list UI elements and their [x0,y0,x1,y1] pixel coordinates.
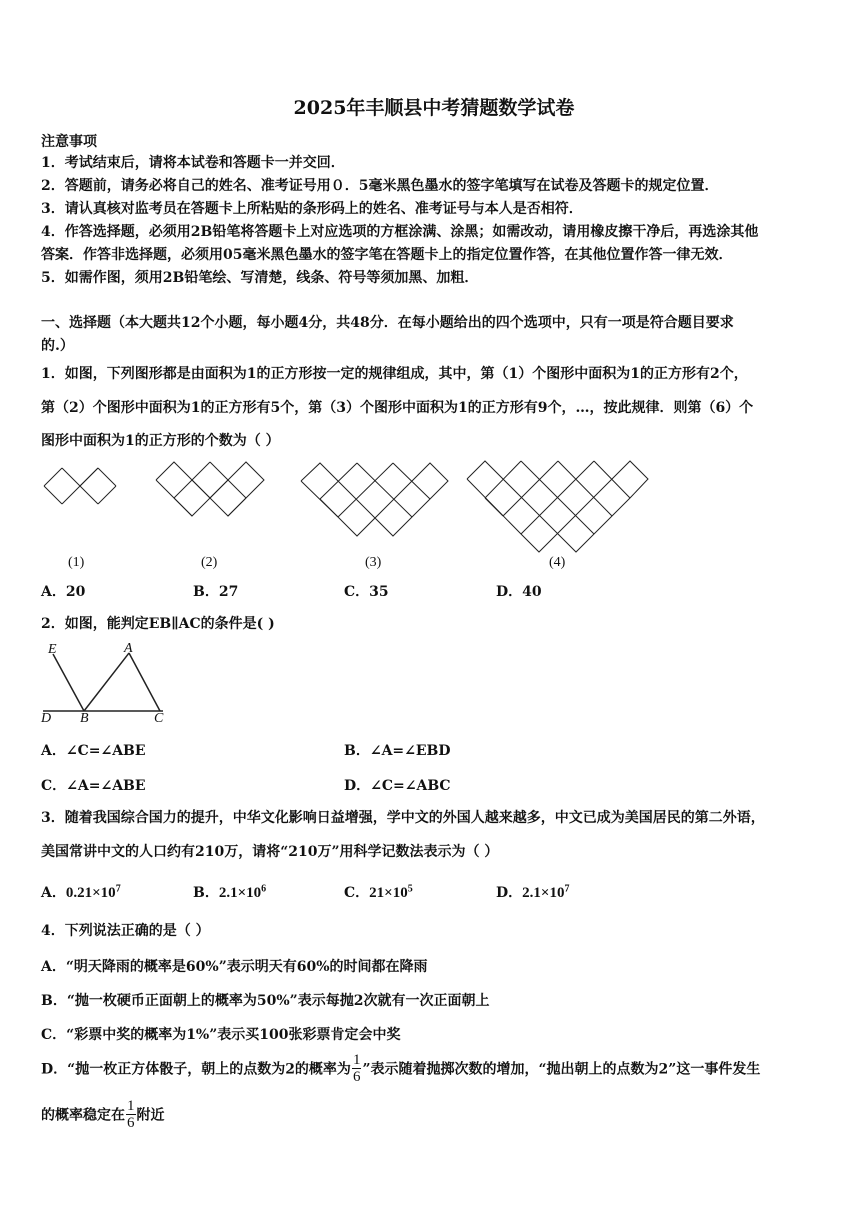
section-heading: 一、选择题（本大题共12个小题，每小题4分，共48分．在每小题给出的四个选项中，只有一项是符合题目要求 [41,315,734,331]
q1-option-a: A．20 [41,584,86,600]
q1-stem: 1．如图，下列图形都是由面积为1的正方形按一定的规律组成，其中，第（1）个图形中面积为1的正方形有2个， [41,366,748,382]
note-item: 答案．作答非选择题，必须用05毫米黑色墨水的签字笔在答题卡上的指定位置作答，在其他位置作答一律无效． [41,247,733,263]
q3-option-c: C．$21\times 10^5$ [344,883,413,901]
q3-stem: 3．随着我国综合国力的提升，中华文化影响日益增强，学中文的外国人越来越多，中文已成为美国居民的第二外语， [41,810,765,826]
q4-option-c: C．“彩票中奖的概率为1%”表示买100张彩票肯定会中奖 [41,1027,401,1043]
q1-fig-label: (4) [549,555,566,570]
notes-heading: 注意事项 [41,134,97,150]
fraction-one-sixth: $\frac{1}{6}$ [127,1098,135,1131]
q2-point-label: E [48,642,57,657]
section-heading-cont: 的.） [41,338,74,354]
q4-option-d-cont: 的概率稳定在 $\frac{1}{6}$ 附近 [41,1098,165,1131]
page-title: 2025年丰顺县中考猜题数学试卷 [293,97,575,119]
q1-option-d: D．40 [496,584,542,600]
q1-fig-label: (1) [68,555,85,570]
note-item: 2．答题前，请务必将自己的姓名、准考证号用０．5毫米黑色墨水的签字笔填写在试卷及答题卡的规定位置． [41,178,719,194]
fraction-one-sixth: $\frac{1}{6}$ [352,1052,361,1085]
q3-stem-cont: 美国常讲中文的人口约有210万，请将“210万”用科学记数法表示为（ ） [41,844,499,860]
q1-square-pattern-figure [0,455,868,580]
q3-option-d: D．$2.1\times 10^7$ [496,883,570,901]
q4-option-a: A．“明天降雨的概率是60%”表示明天有60%的时间都在降雨 [41,959,428,975]
q1-option-b: B．27 [193,584,239,600]
q2-option-a: A．∠C=∠ABE [41,743,146,759]
note-item: 1．考试结束后，请将本试卷和答题卡一并交回． [41,155,345,171]
q2-point-label: C [154,711,164,726]
q1-fig-label: (3) [365,555,382,570]
q1-fig-label: (2) [201,555,218,570]
q3-option-a: A．$0.21\times 10^7$ [41,883,121,901]
note-item: 3．请认真核对监考员在答题卡上所粘贴的条形码上的姓名、准考证号与本人是否相符． [41,201,583,217]
q4-option-b: B．“抛一枚硬币正面朝上的概率为50%”表示每抛2次就有一次正面朝上 [41,993,490,1009]
note-item: 5．如需作图，须用2B铅笔绘、写清楚，线条、符号等须加黑、加粗． [41,270,479,286]
q4-stem: 4．下列说法正确的是（ ） [41,923,210,939]
q2-stem: 2．如图，能判定EB∥AC的条件是( ) [41,616,275,632]
q4-option-d: D．“抛一枚正方体骰子，朝上的点数为2的概率为 $\frac{1}{6}$ ”表示随着抛掷次数的增加，“抛出朝上的点数为2”这一事件发生 [41,1052,761,1085]
q2-option-d: D．∠C=∠ABC [344,778,451,794]
q1-option-c: C．35 [344,584,389,600]
q1-stem-cont: 第（2）个图形中面积为1的正方形有5个，第（3）个图形中面积为1的正方形有9个，…，按此规律．则第（6）个 [41,400,754,416]
q2-point-label: A [124,641,133,656]
q2-option-b: B．∠A=∠EBD [344,743,451,759]
q2-point-label: D [41,711,52,726]
q2-point-label: B [80,711,89,726]
note-item: 4．作答选择题，必须用2B铅笔将答题卡上对应选项的方框涂满、涂黑；如需改动，请用橡皮擦干净后，再选涂其他 [41,224,759,240]
q2-option-c: C．∠A=∠ABE [41,778,146,794]
q3-option-b: B．$2.1\times 10^6$ [193,883,267,901]
q1-stem-cont: 图形中面积为1的正方形的个数为（ ） [41,433,280,449]
